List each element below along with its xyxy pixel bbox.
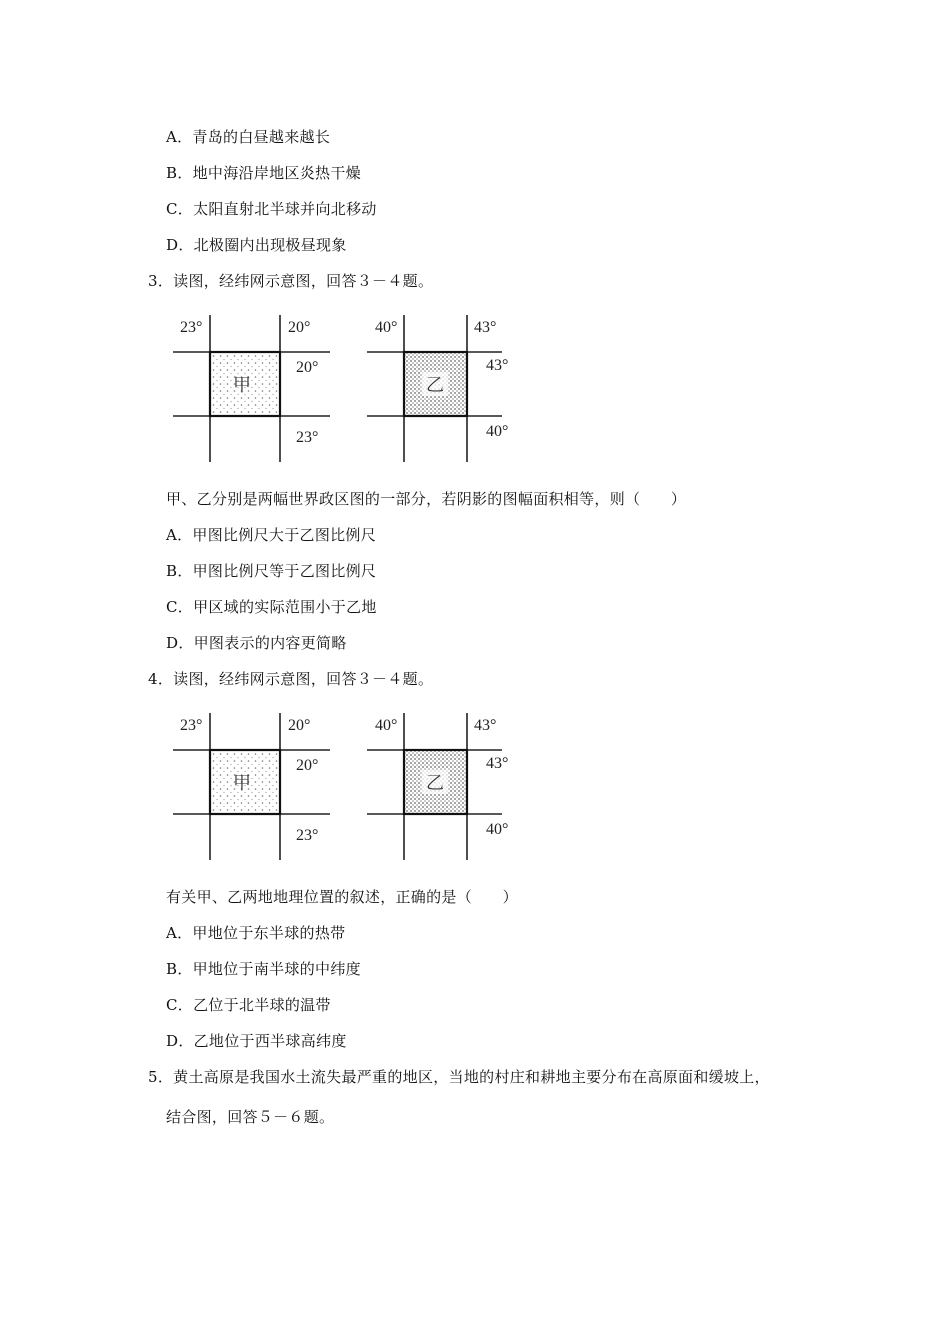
yi-top-right-degree: 43° <box>474 319 497 336</box>
yi-top-left-degree: 40° <box>375 717 398 734</box>
q2-option-d: D．北极圈内出现极昼现象 <box>166 236 347 254</box>
q3-option-a: A．甲图比例尺大于乙图比例尺 <box>166 526 377 544</box>
q2-option-c: C．太阳直射北半球并向北移动 <box>166 200 377 218</box>
q4-option-b: B．甲地位于南半球的中纬度 <box>166 960 361 978</box>
q4-stem: 4．读图，经纬网示意图，回答３－４题。 <box>148 670 434 688</box>
q2-option-b: B．地中海沿岸地区炎热干燥 <box>166 164 361 182</box>
jia-graticule <box>173 315 330 462</box>
yi-graticule <box>367 713 508 860</box>
q4-question: 有关甲、乙两地地理位置的叙述，正确的是（ ） <box>166 888 518 906</box>
yi-top-right-degree: 43° <box>474 717 497 734</box>
q3-option-b: B．甲图比例尺等于乙图比例尺 <box>166 562 377 580</box>
q3-option-d: D．甲图表示的内容更简略 <box>166 634 347 652</box>
yi-right-top-degree: 43° <box>486 357 509 374</box>
yi-right-top-degree: 43° <box>486 755 509 772</box>
q4-option-a: A．甲地位于东半球的热带 <box>166 924 346 942</box>
jia-right-top-degree: 20° <box>296 757 319 774</box>
yi-label: 乙 <box>426 773 444 794</box>
yi-right-bottom-degree: 40° <box>486 821 509 838</box>
yi-right-bottom-degree: 40° <box>486 423 509 440</box>
q4-graticule-figure <box>170 710 530 865</box>
q4-option-c: C．乙位于北半球的温带 <box>166 996 331 1014</box>
yi-graticule <box>367 315 508 462</box>
q4-option-d: D．乙地位于西半球高纬度 <box>166 1032 347 1050</box>
q3-graticule-figure <box>170 312 530 467</box>
q3-stem: 3．读图，经纬网示意图，回答３－４题。 <box>148 272 434 290</box>
q2-option-a: A．青岛的白昼越来越长 <box>166 128 331 146</box>
jia-right-top-degree: 20° <box>296 359 319 376</box>
q5-stem-line2: 结合图，回答５－６题。 <box>166 1108 335 1126</box>
jia-label: 甲 <box>233 773 251 794</box>
jia-top-left-degree: 23° <box>180 319 203 336</box>
yi-top-left-degree: 40° <box>375 319 398 336</box>
jia-graticule <box>173 713 330 860</box>
q3-question: 甲、乙分别是两幅世界政区图的一部分，若阴影的图幅面积相等，则（ ） <box>166 490 687 508</box>
jia-top-right-degree: 20° <box>288 717 311 734</box>
jia-right-bottom-degree: 23° <box>296 429 319 446</box>
jia-top-right-degree: 20° <box>288 319 311 336</box>
jia-label: 甲 <box>233 375 251 396</box>
jia-right-bottom-degree: 23° <box>296 827 319 844</box>
q3-option-c: C．甲区域的实际范围小于乙地 <box>166 598 377 616</box>
q5-stem-line1: 5．黄土高原是我国水土流失最严重的地区，当地的村庄和耕地主要分布在高原面和缓坡上， <box>148 1068 770 1086</box>
jia-top-left-degree: 23° <box>180 717 203 734</box>
yi-label: 乙 <box>426 375 444 396</box>
